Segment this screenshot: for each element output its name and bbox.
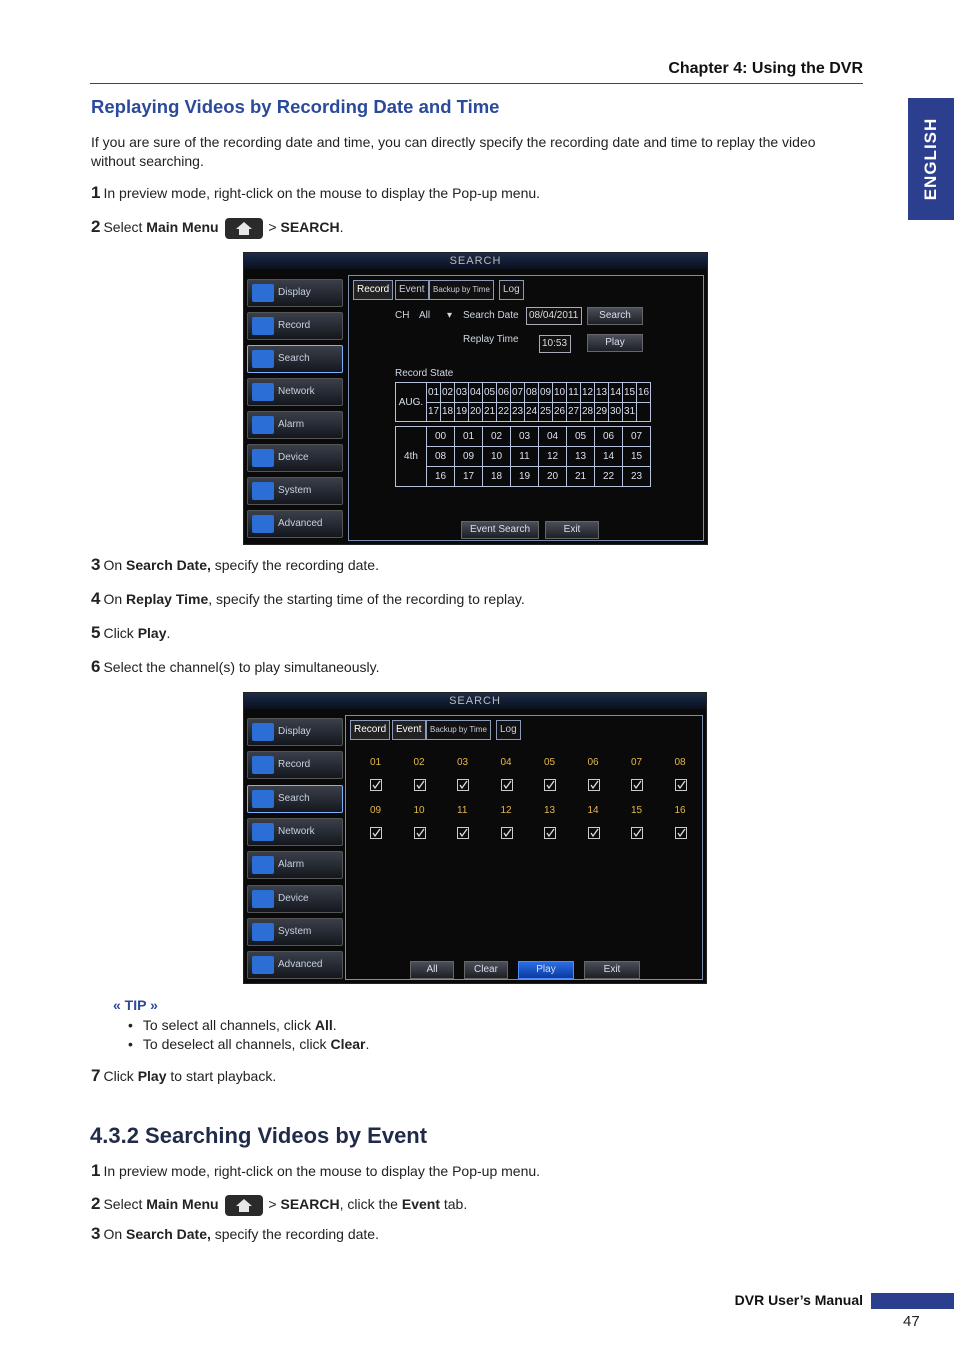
display-icon [252,284,274,302]
step-number: 5 [91,623,101,642]
language-tab [908,98,954,220]
hour-cell[interactable]: 09 [455,447,483,467]
record-icon [252,317,274,335]
step-text: Select the channel(s) to play simultaneously. [103,659,380,675]
section-title: Replaying Videos by Recording Date and Time [91,96,500,117]
channel-number: 09 [370,805,382,816]
channel-checkbox[interactable] [631,779,643,791]
gear-icon [252,482,274,500]
step-text: Click [103,625,138,641]
alarm-icon [252,416,274,434]
day-cell[interactable]: 11 [567,383,581,403]
step-number: 3 [91,1224,101,1243]
menu-search[interactable] [247,345,343,373]
day-cell-empty [637,402,651,422]
day-cell[interactable]: 27 [567,402,581,422]
display-icon [252,723,274,741]
menu-record[interactable] [247,312,343,340]
channel-number: 16 [674,805,686,816]
channel-number: 04 [500,757,512,768]
step-text: , click the [339,1196,402,1212]
main-menu-home-icon [225,1195,263,1216]
tip-label: « TIP » [113,997,158,1013]
day-cell[interactable]: 15 [623,383,637,403]
intro-paragraph: If you are sure of the recording date and time, you can directly specify the recording date and time to replay the video without searching. [91,134,816,169]
day-cell[interactable]: 21 [483,402,497,422]
channel-checkbox[interactable] [675,779,687,791]
tab-backup-by-time[interactable]: Backup by Time [429,280,494,300]
step-text: , specify the starting time of the recording to replay. [208,591,525,607]
hour-cell[interactable]: 16 [427,467,455,487]
step-number: 4 [91,589,101,608]
search-icon [252,790,274,808]
menu-label: System [278,485,312,496]
menu-advanced[interactable] [247,951,343,979]
clear-button[interactable]: Clear [464,961,508,979]
search-panel [345,715,703,980]
tip-bullet [128,1035,369,1054]
hour-cell[interactable]: 04 [539,427,567,447]
channel-checkbox[interactable] [370,779,382,791]
advanced-icon [252,515,274,533]
menu-search[interactable] [247,785,343,813]
gear-icon [252,923,274,941]
screen-title: SEARCH [244,693,706,709]
day-cell[interactable]: 22 [497,402,511,422]
channel-number: 10 [413,805,425,816]
step-text: tab. [439,1196,468,1212]
hour-cell[interactable]: 21 [567,467,595,487]
channel-number: 02 [413,757,425,768]
replay-time-field[interactable]: 10:53 [539,335,571,353]
step-text: specify the recording date. [210,1226,379,1242]
menu-label: Device [278,893,309,904]
channel-checkbox[interactable] [588,827,600,839]
hour-cell[interactable]: 13 [567,447,595,467]
footer-accent-bar [871,1293,954,1309]
play-button[interactable]: Play [587,334,643,352]
hour-cell[interactable]: 11 [511,447,539,467]
hour-cell[interactable]: 12 [539,447,567,467]
channel-checkbox[interactable] [544,779,556,791]
day-cell[interactable]: 07 [511,383,525,403]
step-text: On [103,557,127,573]
menu-label: Search [278,353,310,364]
tab-record[interactable]: Record [350,720,390,740]
channel-number: 08 [674,757,686,768]
network-icon [252,823,274,841]
channel-checkbox[interactable] [675,827,687,839]
menu-label: Display [278,726,311,737]
hour-cell[interactable]: 14 [595,447,623,467]
day-cell[interactable]: 20 [469,402,483,422]
channel-number: 14 [587,805,599,816]
step-number: 2 [91,217,101,236]
day-cell[interactable]: 18 [441,402,455,422]
event-step-2 [91,1194,467,1216]
day-cell[interactable]: 16 [637,383,651,403]
channel-checkbox[interactable] [414,827,426,839]
page-number: 47 [903,1313,920,1330]
day-cell[interactable]: 06 [497,383,511,403]
day-cell[interactable]: 08 [525,383,539,403]
channel-number: 07 [631,757,643,768]
step-text: On [103,591,127,607]
hour-cell[interactable]: 05 [567,427,595,447]
channel-checkbox[interactable] [588,779,600,791]
step-4 [91,589,525,609]
exit-button[interactable]: Exit [545,521,599,539]
channel-checkbox[interactable] [457,779,469,791]
month-calendar [395,382,651,422]
menu-record[interactable] [247,751,343,779]
hour-cell[interactable]: 20 [539,467,567,487]
channel-checkbox[interactable] [501,779,513,791]
step-text: Click [103,1068,138,1084]
menu-label: Display [278,287,311,298]
replay-time-label: Replay Time [463,334,519,345]
month-label: AUG. [396,383,427,422]
step-5 [91,623,170,643]
menu-device[interactable] [247,444,343,472]
alarm-icon [252,856,274,874]
tip-text: To deselect all channels, click [142,1036,331,1052]
tab-record[interactable]: Record [353,280,393,300]
hour-cell[interactable]: 22 [595,467,623,487]
step-bold: Main Menu [146,1196,219,1212]
step-3 [91,555,379,575]
day-cell[interactable]: 10 [553,383,567,403]
hour-cell[interactable]: 00 [427,427,455,447]
step-text: In preview mode, right-click on the mouse to display the Pop-up menu. [103,185,541,201]
step-number: 7 [91,1066,101,1085]
channel-number: 15 [631,805,643,816]
step-bold: Event [401,1196,440,1212]
hour-cell[interactable]: 23 [623,467,651,487]
step-number: 1 [91,183,101,202]
day-label: 4th [396,427,427,487]
tip-bullets [128,1016,369,1054]
menu-alarm[interactable] [247,411,343,439]
tab-log[interactable]: Log [499,280,524,300]
step-number: 3 [91,555,101,574]
menu-label: Search [278,793,310,804]
menu-network[interactable] [247,818,343,846]
main-menu-home-icon [225,218,263,239]
hour-cell[interactable]: 01 [455,427,483,447]
search-date-label: Search Date [463,310,519,321]
tip-text: To select all channels, click [142,1017,315,1033]
menu-label: Device [278,452,309,463]
menu-label: Alarm [278,859,305,870]
chevron-down-icon[interactable]: ▾ [447,310,453,321]
tab-backup-by-time[interactable]: Backup by Time [426,720,491,740]
menu-label: Record [278,759,311,770]
step-number: 1 [91,1161,101,1180]
day-cell[interactable]: 09 [539,383,553,403]
step-number: 6 [91,657,101,676]
step-7 [91,1066,276,1086]
step-2 [91,217,344,239]
tab-event[interactable]: Event [395,280,429,300]
step-text: On [103,1226,127,1242]
ch-label: CH [395,310,410,321]
day-cell[interactable]: 05 [483,383,497,403]
play-button[interactable]: Play [518,961,574,979]
hour-cell[interactable]: 19 [511,467,539,487]
day-cell[interactable]: 04 [469,383,483,403]
menu-label: Advanced [278,959,323,970]
search-icon [252,350,274,368]
day-cell[interactable]: 01 [427,383,441,403]
tip-bold: All [314,1017,333,1033]
hour-cell[interactable]: 07 [623,427,651,447]
step-6 [91,657,379,677]
tab-log[interactable]: Log [496,720,521,740]
tip-bold: Clear [330,1036,366,1052]
channel-number: 01 [370,757,382,768]
day-cell[interactable]: 26 [553,402,567,422]
step-bold: Play [137,625,167,641]
channel-checkbox[interactable] [501,827,513,839]
footer-manual-title: DVR User’s Manual [734,1292,863,1308]
step-bold: SEARCH [280,1196,340,1212]
menu-label: Record [278,320,311,331]
hour-grid [395,426,651,487]
channel-number: 12 [500,805,512,816]
day-cell[interactable]: 23 [511,402,525,422]
tab-event[interactable]: Event [392,720,426,740]
day-cell[interactable]: 31 [623,402,637,422]
menu-label: Advanced [278,518,323,529]
menu-display[interactable] [247,718,343,746]
record-state-label: Record State [395,368,454,379]
event-step-3 [91,1224,379,1244]
channel-number: 03 [457,757,469,768]
advanced-icon [252,956,274,974]
hour-cell[interactable]: 03 [511,427,539,447]
search-screenshot-2 [243,692,707,984]
event-search-button[interactable]: Event Search [461,521,539,539]
day-cell[interactable]: 28 [581,402,595,422]
step-bold: Search Date, [126,557,211,573]
all-button[interactable]: All [410,961,454,979]
day-cell[interactable]: 24 [525,402,539,422]
channel-number: 06 [587,757,599,768]
day-cell[interactable]: 25 [539,402,553,422]
hour-cell[interactable]: 10 [483,447,511,467]
record-icon [252,756,274,774]
hour-cell[interactable]: 17 [455,467,483,487]
menu-network[interactable] [247,378,343,406]
step-bold: Replay Time [126,591,209,607]
day-cell[interactable]: 03 [455,383,469,403]
search-date-field[interactable]: 08/04/2011 [526,307,582,325]
channel-checkbox[interactable] [457,827,469,839]
screen-title: SEARCH [244,253,707,269]
menu-system[interactable] [247,477,343,505]
tip-bullet [128,1016,369,1035]
day-cell[interactable]: 13 [595,383,609,403]
chapter-header: Chapter 4: Using the DVR [668,60,863,77]
channel-checkbox[interactable] [631,827,643,839]
step-bold: SEARCH [280,219,340,235]
day-cell[interactable]: 19 [455,402,469,422]
hour-cell[interactable]: 02 [483,427,511,447]
hour-cell[interactable]: 18 [483,467,511,487]
step-text: > [264,1196,281,1212]
channel-checkbox[interactable] [414,779,426,791]
menu-label: System [278,926,312,937]
step-1 [91,183,540,203]
channel-checkbox[interactable] [370,827,382,839]
language-tab-label: ENGLISH [921,117,940,201]
hour-cell[interactable]: 15 [623,447,651,467]
step-text: In preview mode, right-click on the mouse to display the Pop-up menu. [103,1163,541,1179]
menu-device[interactable] [247,885,343,913]
channel-number: 11 [457,805,468,816]
step-bold: Search Date, [126,1226,211,1242]
channel-number: 05 [544,757,556,768]
day-cell[interactable]: 12 [581,383,595,403]
network-icon [252,383,274,401]
section-heading-4-3-2: 4.3.2 Searching Videos by Event [90,1123,428,1148]
device-icon [252,449,274,467]
day-cell[interactable]: 02 [441,383,455,403]
channel-number: 13 [544,805,556,816]
menu-display[interactable] [247,279,343,307]
day-cell[interactable]: 14 [609,383,623,403]
step-bold: Main Menu [146,219,219,235]
hour-cell[interactable]: 08 [427,447,455,467]
hour-cell[interactable]: 06 [595,427,623,447]
menu-system[interactable] [247,918,343,946]
channel-checkbox[interactable] [544,827,556,839]
step-text: specify the recording date. [210,557,379,573]
day-cell[interactable]: 29 [595,402,609,422]
day-cell[interactable]: 17 [427,402,441,422]
event-step-1 [91,1161,540,1181]
tip-text: . [365,1036,370,1052]
menu-label: Alarm [278,419,305,430]
step-text: to start playback. [166,1068,277,1084]
menu-label: Network [278,826,315,837]
step-text: > [264,219,281,235]
exit-button[interactable]: Exit [584,961,640,979]
step-text: . [339,219,344,235]
menu-label: Network [278,386,315,397]
day-cell[interactable]: 30 [609,402,623,422]
step-number: 2 [91,1194,101,1213]
ch-select[interactable]: All [419,310,431,321]
menu-advanced[interactable] [247,510,343,538]
step-bold: Play [137,1068,167,1084]
tip-text: . [332,1017,337,1033]
device-icon [252,890,274,908]
menu-alarm[interactable] [247,851,343,879]
step-text: Select [103,219,147,235]
search-screenshot-1 [243,252,708,545]
search-panel [348,275,704,541]
step-text: Select [103,1196,147,1212]
search-button[interactable]: Search [587,307,643,325]
header-rule [90,83,863,84]
step-text: . [166,625,171,641]
